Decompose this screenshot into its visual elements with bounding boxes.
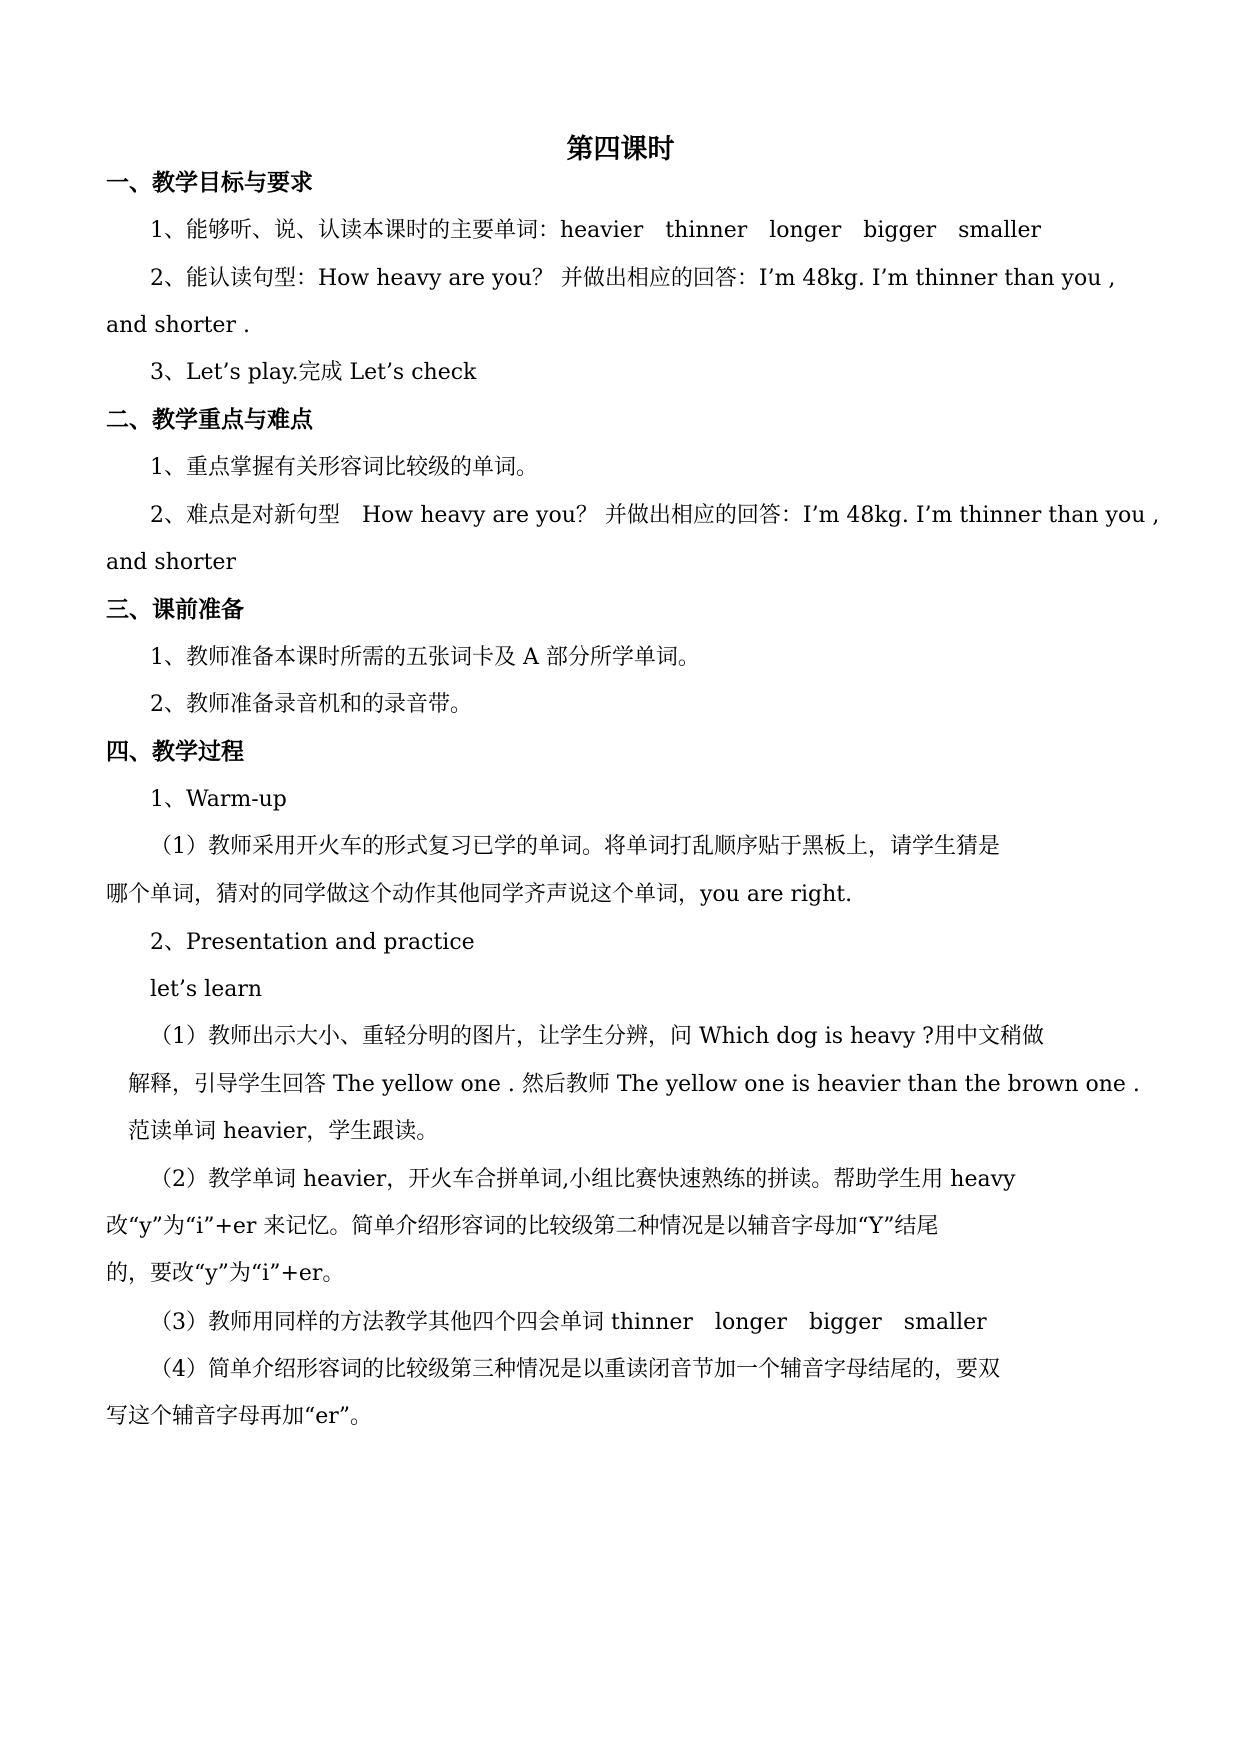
text-line: （2）教学单词 heavier，开火车合拼单词,小组比赛快速熟练的拼读。帮助学生用 heavy — [150, 1167, 1016, 1192]
text-line: 哪个单词，猜对的同学做这个动作其他同学齐声说这个单词，you are right. — [106, 882, 853, 907]
text-line: and shorter . — [106, 313, 250, 338]
section-heading: 四、教学过程 — [106, 738, 244, 765]
text-line: 写这个辅音字母再加“er”。 — [106, 1404, 373, 1429]
text-line: （1）教师采用开火车的形式复习已学的单词。将单词打乱顺序贴于黑板上，请学生猜是 — [150, 834, 1000, 859]
section-heading: 一、教学目标与要求 — [106, 169, 313, 196]
text-line: 2、能认读句型：How heavy are you？ 并做出相应的回答：I’m 48kg. I’m thinner than you , — [150, 266, 1116, 291]
text-line: 的，要改“y”为“i”+er。 — [106, 1261, 345, 1286]
section-heading: 二、教学重点与难点 — [106, 406, 313, 433]
text-line: （4）简单介绍形容词的比较级第三种情况是以重读闭音节加一个辅音字母结尾的，要双 — [150, 1357, 1000, 1382]
text-line: 1、教师准备本课时所需的五张词卡及 A 部分所学单词。 — [150, 645, 700, 670]
text-line: 1、Warm-up — [150, 787, 287, 812]
text-line: （3）教师用同样的方法教学其他四个四会单词 thinner longer bigger smaller — [150, 1310, 987, 1335]
text-line: 1、重点掌握有关形容词比较级的单词。 — [150, 455, 538, 480]
text-line: 范读单词 heavier，学生跟读。 — [128, 1119, 439, 1144]
section-heading: 三、课前准备 — [106, 596, 244, 623]
text-line: 改“y”为“i”+er 来记忆。简单介绍形容词的比较级第二种情况是以辅音字母加“Y”结尾 — [106, 1214, 939, 1239]
text-line: 2、难点是对新句型 How heavy are you？ 并做出相应的回答：I’m 48kg. I’m thinner than you , — [150, 503, 1160, 528]
text-line: let’s learn — [150, 977, 263, 1002]
text-line: 解释，引导学生回答 The yellow one . 然后教师 The yellow one is heavier than the brown one . — [128, 1072, 1140, 1097]
page-title: 第四课时 — [566, 134, 675, 165]
text-line: 3、Let’s play.完成 Let’s check — [150, 360, 477, 385]
text-line: 2、Presentation and practice — [150, 930, 475, 955]
text-line: （1）教师出示大小、重轻分明的图片，让学生分辨，问 Which dog is heavy ?用中文稍做 — [150, 1024, 1044, 1049]
text-line: 2、教师准备录音机和的录音带。 — [150, 692, 472, 717]
text-line: 1、能够听、说、认读本课时的主要单词：heavier thinner longer bigger smaller — [150, 218, 1041, 243]
text-line: and shorter — [106, 550, 236, 575]
